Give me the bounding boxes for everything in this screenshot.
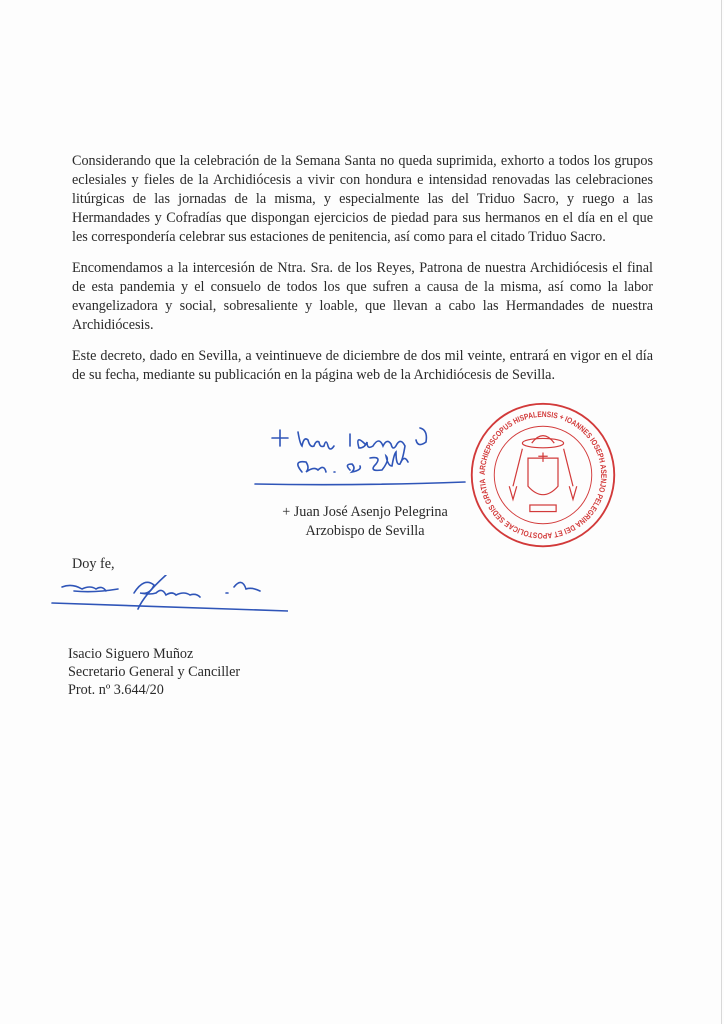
secretary-handwritten-signature [48,575,288,615]
archbishop-handwritten-signature [250,410,480,495]
paragraph-encomendamos: Encomendamos a la intercesión de Ntra. Sra. de los Reyes, Patrona de nuestra Archidiócesis el final de esta pandemia y el consuelo de todos los que sufren a causa de la misma, así como la labor evangelizadora y social, sobresaliente y loable, que llevan a cabo las Hermandades de nuestra Archidiócesis. [72,260,653,333]
protocol-number: Prot. nº 3.644/20 [68,682,164,698]
svg-text:ARCHIEPISCOPUS HISPALENSIS + I: ARCHIEPISCOPUS HISPALENSIS + IOANNES IOSEPH ASENJO PELEGRINA DEI ET APOSTOLICAE SEDIS GRATIA [477,409,609,541]
archbishop-name: + Juan José Asenjo Pelegrina [282,504,448,520]
attestation-label: Doy fe, [72,556,115,572]
archbishop-seal [468,400,618,550]
secretary-name: Isacio Siguero Muñoz [68,646,194,662]
decree-body [72,152,653,397]
page-edge [721,0,722,1024]
archbishop-signature-block [270,503,460,541]
secretary-block [68,645,240,699]
secretary-title: Secretario General y Canciller [68,664,241,680]
paragraph-decreto: Este decreto, dado en Sevilla, a veintinueve de diciembre de dos mil veinte, entrará en vigor en el día de su fecha, mediante su publicación en la página web de la Archidiócesis de Sevilla. [72,348,653,383]
archbishop-title: Arzobispo de Sevilla [305,523,425,539]
paragraph-semana-santa: Considerando que la celebración de la Semana Santa no queda suprimida, exhorto a todos los grupos eclesiales y fieles de la Archidiócesis a vivir con hondura e intensidad renovadas las celebraciones litúrgicas de las jornadas de la misma, y especialmente las del Triduo Sacro, y ruego a las Hermandades y Cofradías que dispongan ejercicios de piedad para sus hermanos en el día en el que les correspondería celebrar sus estaciones de penitencia, así como para el citado Triduo Sacro. [72,153,653,245]
